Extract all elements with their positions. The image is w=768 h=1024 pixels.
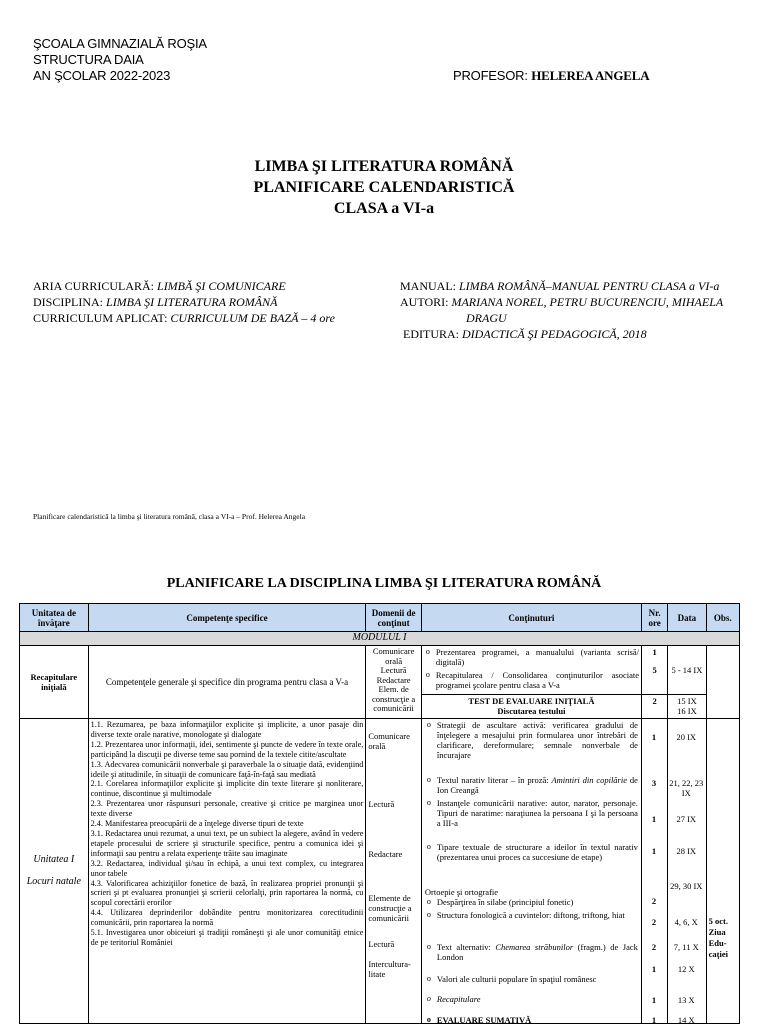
- table-row: [20, 719, 740, 1024]
- title-subject: LIMBA ŞI LITERATURA ROMÂNĂ: [254, 158, 514, 175]
- data-cell: 13 X: [677, 995, 695, 1005]
- meta-curriculum: [33, 311, 335, 326]
- recap-data: 5 - 14 IX: [668, 646, 706, 695]
- unit1-domain-redactare: Redactare: [368, 849, 403, 859]
- meta-aria: [33, 279, 286, 294]
- unit1-list-8: [425, 1015, 638, 1024]
- unit1-list-2: [425, 775, 638, 831]
- recap-test-data-2: 16 IX: [677, 706, 697, 716]
- nr-ore: 2: [651, 896, 657, 906]
- content-alternativ-b: Chemarea străbunilor: [495, 942, 574, 952]
- header-competente: Competenţe specifice: [88, 604, 366, 632]
- competenta: 3.1. Redactarea unui rezumat, a unui text, pe un subiect la alegere, având în vedere etapele procesului de scriere şi structurile specifice, pentru a comunica idei şi informaţii sau pentru a relata experienţe trăite sau imaginate: [90, 828, 364, 858]
- recap-domain-4: Elem. de construcţie a comunicării: [372, 684, 416, 713]
- recap-nr: [642, 646, 668, 695]
- data-cell: 20 IX: [676, 732, 697, 742]
- recap-nr-2: 5: [652, 665, 657, 675]
- header-data: Data: [668, 604, 706, 632]
- content-alternativ: [437, 942, 638, 962]
- unit1-domain-lectura2: Lectură: [368, 939, 395, 949]
- meta-curriculum-label: CURRICULUM APLICAT:: [33, 311, 168, 325]
- unit1-label: Unitatea I: [33, 854, 75, 865]
- unit1-nr: [642, 719, 668, 1024]
- recap-test-nr: 2: [642, 695, 668, 719]
- content-text-narativ-b: Amintiri din copilărie: [551, 775, 628, 785]
- unit1-domain-elemente: Elemente de construcţie a comunicării: [368, 893, 412, 923]
- obs-note: 5 oct. Ziua Edu-caţiei: [708, 916, 728, 959]
- competenta: 1.1. Rezumarea, pe baza informaţiilor explicite şi implicite, a unor pasaje din diverse texte orale narative, monologate şi dialogate: [90, 720, 364, 739]
- recap-domain-1: Comunicare orală: [372, 646, 415, 666]
- header-unit: Unitatea de învăţare: [20, 604, 89, 632]
- nr-ore: 2: [651, 917, 657, 927]
- teacher-label: PROFESOR:: [453, 68, 528, 83]
- data-cell: 29, 30 IX: [670, 881, 703, 891]
- recap-test-sub: Discutarea testului: [497, 706, 566, 716]
- title-planning: PLANIFICARE CALENDARISTICĂ: [253, 179, 515, 196]
- recap-domain-3: Redactare: [376, 674, 411, 685]
- unit1-list-5: [425, 942, 638, 965]
- recap-test: [421, 695, 641, 719]
- competenta: 1.2. Prezentarea unor informaţii, idei, sentimente şi puncte de vedere în texte orale, participând la discuţii pe diverse teme sau pornind de la textele citite/ascultate: [90, 739, 364, 759]
- recap-test-title: TEST DE EVALUARE INIŢIALĂ: [468, 696, 595, 706]
- school-name: ŞCOALA GIMNAZIALĂ ROŞIA: [33, 36, 207, 51]
- competenta: 2.1. Corelarea informaţiilor explicite şi implicite din texte literare şi nonliterare, continue, discontinue şi multimodale: [90, 779, 364, 799]
- meta-authors-cont: [466, 311, 507, 326]
- school-structure: STRUCTURA DAIA: [33, 52, 144, 67]
- teacher-name: HELEREA ANGELA: [531, 68, 650, 83]
- unit1-list-3: [425, 842, 638, 865]
- unit1-title: Locuri natale: [26, 876, 81, 887]
- content-valori: o Valori ale culturii populare în spaţiul românesc: [437, 974, 638, 984]
- header-continuturi: Conţinuturi: [421, 604, 641, 632]
- content-alternativ-c: (fragm.) de Jack London: [436, 942, 638, 962]
- nr-ore: 1: [651, 732, 657, 742]
- content-structura: o Structura fonologică a cuvintelor: diftong, triftong, hiat: [437, 910, 638, 920]
- content-ortoepie: Ortoepie şi ortografie: [424, 887, 499, 897]
- unit1-domenii: [366, 719, 422, 1024]
- competenta: 4.4. Utilizarea deprinderilor dobândite pentru monitorizarea corectitudinii comunicării, prin raportarea la normă: [90, 908, 364, 928]
- competenta: 3.2. Redactarea, individual şi/sau în echipă, a unui text complex, cu integrarea unor tabele: [90, 858, 364, 878]
- meta-aria-value: LIMBĂ ŞI COMUNICARE: [157, 279, 286, 293]
- data-cell: 14 X: [677, 1015, 695, 1024]
- nr-ore: 1: [651, 995, 657, 1005]
- nr-ore: 1: [651, 964, 657, 974]
- content-instante: o Instanţele comunicării narative: autor, narator, personaje. Tipuri de naratime: naraţiunea la persoana I şi la persoana a III-a: [437, 798, 638, 828]
- recap-domain-2: Lectură: [380, 665, 407, 675]
- title-class: CLASA a VI-a: [333, 200, 435, 217]
- footer-note: Planificare calendaristică la limba şi literatura română, clasa a VI-a – Prof. Helerea Angela: [33, 512, 306, 521]
- competenta: 2.4. Manifestarea preocupării de a înţelege diverse tipuri de texte: [90, 819, 304, 829]
- table-row: [20, 646, 740, 695]
- unit1-list-7: [425, 994, 638, 1007]
- content-text-narativ-c: de Ion Creangă: [436, 775, 638, 795]
- data-cell: 4, 6, X: [674, 917, 698, 927]
- recap-unit: Recapitulare iniţială: [20, 646, 89, 719]
- recap-test-data-1: 15 IX: [677, 696, 697, 706]
- competenta: 2.3. Prezentarea unor răspunsuri personale, creative şi critice pe marginea unor texte diverse: [90, 799, 364, 819]
- unit1-domain-comunicare: Comunicare orală: [368, 731, 410, 751]
- content-despartirea: o Despărţirea în silabe (principiul fonetic): [437, 897, 638, 907]
- nr-ore: 1: [651, 814, 657, 824]
- content-text-narativ-a: Textul narativ literar – în proză:: [436, 775, 552, 785]
- content-recapitulare: o Recapitulare: [437, 994, 638, 1004]
- unit1-obs: [706, 719, 739, 1024]
- recap-competente: Competenţele generale şi specifice din programa pentru clasa a V-a: [88, 646, 366, 719]
- competenta: 5.1. Investigarea unor obiceiuri şi tradiţii româneşti şi ale unor comunităţi etnice de pe teritoriul României: [90, 928, 364, 947]
- header-obs: Obs.: [706, 604, 739, 632]
- meta-discipline-label: DISCIPLINA:: [33, 295, 104, 309]
- meta-authors-value: MARIANA NOREL, PETRU BUCURENCIU, MIHAELA: [451, 295, 724, 309]
- plan-title: PLANIFICARE LA DISCIPLINA LIMBA ŞI LITERATURA ROMÂNĂ: [166, 576, 602, 591]
- recap-test-data: [668, 695, 706, 719]
- unit1-competente: [88, 719, 366, 1024]
- nr-ore: 1: [651, 846, 657, 856]
- recap-item-1: o Prezentarea programei, a manualului (varianta scrisă/ digitală): [436, 647, 639, 667]
- content-tipare: o Tipare textuale de structurare a ideilor în textul narativ (prezentarea unui proces ca succesiune de etape): [437, 842, 638, 862]
- table-header-row: [20, 604, 740, 632]
- recap-content: [421, 646, 641, 695]
- data-cell: 12 X: [677, 964, 695, 974]
- meta-discipline: [33, 295, 277, 310]
- unit1-list-4: [425, 897, 638, 923]
- meta-curriculum-value: CURRICULUM DE BAZĂ – 4 ore: [170, 311, 335, 325]
- unit1-cell: [20, 719, 89, 1024]
- unit1-continuturi: [421, 719, 641, 1024]
- teacher-line: [453, 68, 649, 84]
- meta-publisher-label: EDITURA:: [403, 327, 459, 341]
- meta-manual: [400, 279, 719, 294]
- meta-publisher: [403, 327, 647, 342]
- school-year: AN ŞCOLAR 2022-2023: [33, 68, 171, 83]
- competenta: 4.3. Valorificarea achiziţiilor fonetice de bază, în realizarea propriei pronunţii şi scrieri şi pt evaluarea pronunţiei şi scrierii celorlalţi, prin raportarea la normă, cu scopul corectării erorilor: [90, 878, 364, 908]
- recap-nr-1: 1: [652, 647, 657, 657]
- module-row: [20, 632, 740, 646]
- content-alternativ-a: Text alternativ:: [436, 942, 496, 952]
- recap-obs: [706, 646, 739, 719]
- unit1-list-1: [425, 720, 638, 763]
- content-text-narativ: [437, 775, 638, 795]
- content-evaluare: o EVALUARE SUMATIVĂ: [437, 1015, 638, 1024]
- unit1-list-6: [425, 974, 638, 987]
- recap-item-2: o Recapitularea / Consolidarea conţinuturilor asociate programei şcolare pentru clasa a V-a: [436, 670, 639, 690]
- content-strategii: o Strategii de ascultare activă: verificarea gradului de înţelegere a mesajului prin formularea unor întrebări de clarificare, dereformulare; semnale nonverbale de încurajare: [437, 720, 638, 760]
- meta-publisher-value: DIDACTICĂ ŞI PEDAGOGICĂ, 2018: [462, 327, 647, 341]
- meta-authors-value2: DRAGU: [466, 311, 507, 325]
- competenta: 1.3. Adecvarea comunicării nonverbale şi paraverbale la o situaţie dată, evidenţiind ideile şi atitudinile, în situaţii de comunicare faţă-în-faţă sau mediată: [90, 759, 364, 779]
- header-domenii: Domenii de conţinut: [366, 604, 422, 632]
- meta-manual-label: MANUAL:: [400, 279, 456, 293]
- meta-aria-label: ARIA CURRICULARĂ:: [33, 279, 155, 293]
- meta-manual-value: LIMBA ROMÂNĂ–MANUAL PENTRU CLASA a VI-a: [459, 279, 720, 293]
- nr-ore: 1: [651, 1015, 657, 1024]
- module-label: MODULUL I: [20, 632, 740, 646]
- nr-ore: 3: [651, 778, 657, 788]
- meta-authors: [400, 295, 723, 310]
- meta-discipline-value: LIMBA ŞI LITERATURA ROMÂNĂ: [106, 295, 278, 309]
- unit1-domain-interculturalitate: Intercultura-litate: [368, 959, 411, 979]
- data-cell: 27 IX: [676, 814, 697, 824]
- header-nr-ore: Nr. ore: [642, 604, 668, 632]
- unit1-domain-lectura: Lectură: [368, 799, 395, 809]
- unit1-data: [668, 719, 706, 1024]
- data-cell: 21, 22, 23 IX: [669, 778, 704, 798]
- meta-authors-label: AUTORI:: [400, 295, 449, 309]
- recap-domenii: [366, 646, 422, 719]
- nr-ore: 2: [651, 942, 657, 952]
- data-cell: 7, 11 X: [673, 942, 699, 952]
- planning-table: [19, 603, 740, 1024]
- data-cell: 28 IX: [676, 846, 697, 856]
